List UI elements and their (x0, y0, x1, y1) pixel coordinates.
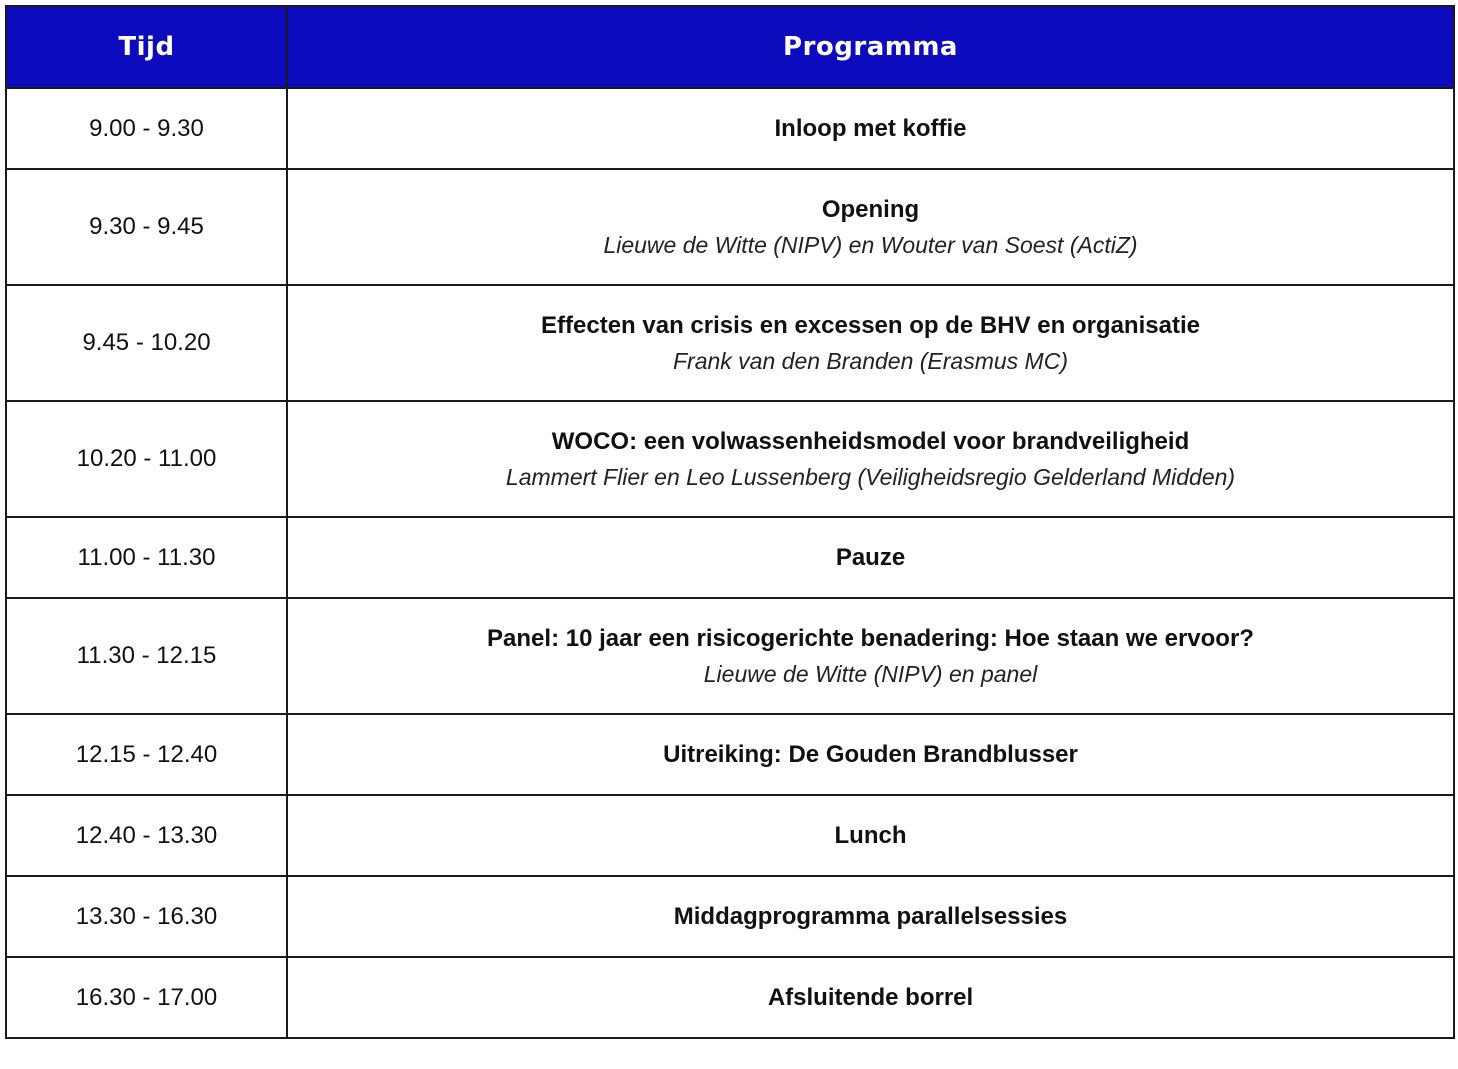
table-row (6, 401, 1454, 517)
header-program: Programma (287, 6, 1454, 88)
time-cell: 9.00 - 9.30 (6, 88, 287, 169)
program-cell (287, 876, 1454, 957)
table-row (6, 876, 1454, 957)
program-cell (287, 957, 1454, 1038)
table-row (6, 169, 1454, 285)
session-title: Inloop met koffie (774, 114, 967, 142)
session-title: Opening (821, 196, 920, 223)
table-row (6, 714, 1454, 795)
session-speaker: Lieuwe de Witte (NIPV) en Wouter van Soest (ActiZ) (603, 232, 1138, 258)
session-title: Effecten van crisis en excessen op de BHV en organisatie (541, 312, 1200, 339)
session-speaker: Lammert Flier en Leo Lussenberg (Veiligheidsregio Gelderland Midden) (505, 464, 1236, 490)
session-title: Panel: 10 jaar een risicogerichte benadering: Hoe staan we ervoor? (487, 625, 1254, 652)
table-header (6, 6, 1454, 88)
program-cell (287, 714, 1454, 795)
session-title: Lunch (834, 821, 907, 849)
time-cell: 16.30 - 17.00 (6, 957, 287, 1038)
session-title: Uitreiking: De Gouden Brandblusser (663, 740, 1078, 768)
time-cell: 12.40 - 13.30 (6, 795, 287, 876)
table-row (6, 598, 1454, 714)
program-schedule-table (5, 5, 1455, 1039)
program-cell (287, 401, 1454, 517)
program-cell (287, 285, 1454, 401)
time-cell: 13.30 - 16.30 (6, 876, 287, 957)
time-cell: 9.45 - 10.20 (6, 285, 287, 401)
table-row (6, 285, 1454, 401)
session-title: Afsluitende borrel (767, 983, 974, 1011)
time-cell: 10.20 - 11.00 (6, 401, 287, 517)
table-row (6, 517, 1454, 598)
program-cell (287, 598, 1454, 714)
program-cell (287, 169, 1454, 285)
table-row (6, 88, 1454, 169)
session-speaker: Lieuwe de Witte (NIPV) en panel (703, 661, 1038, 687)
program-cell (287, 88, 1454, 169)
program-cell (287, 517, 1454, 598)
session-title: WOCO: een volwassenheidsmodel voor brandveiligheid (551, 428, 1190, 455)
time-cell: 11.30 - 12.15 (6, 598, 287, 714)
header-time: Tijd (6, 6, 287, 88)
time-cell: 9.30 - 9.45 (6, 169, 287, 285)
program-cell (287, 795, 1454, 876)
time-cell: 11.00 - 11.30 (6, 517, 287, 598)
table-row (6, 795, 1454, 876)
session-title: Pauze (835, 543, 906, 571)
session-title: Middagprogramma parallelsessies (673, 902, 1068, 930)
time-cell: 12.15 - 12.40 (6, 714, 287, 795)
session-speaker: Frank van den Branden (Erasmus MC) (673, 348, 1068, 374)
table-row (6, 957, 1454, 1038)
